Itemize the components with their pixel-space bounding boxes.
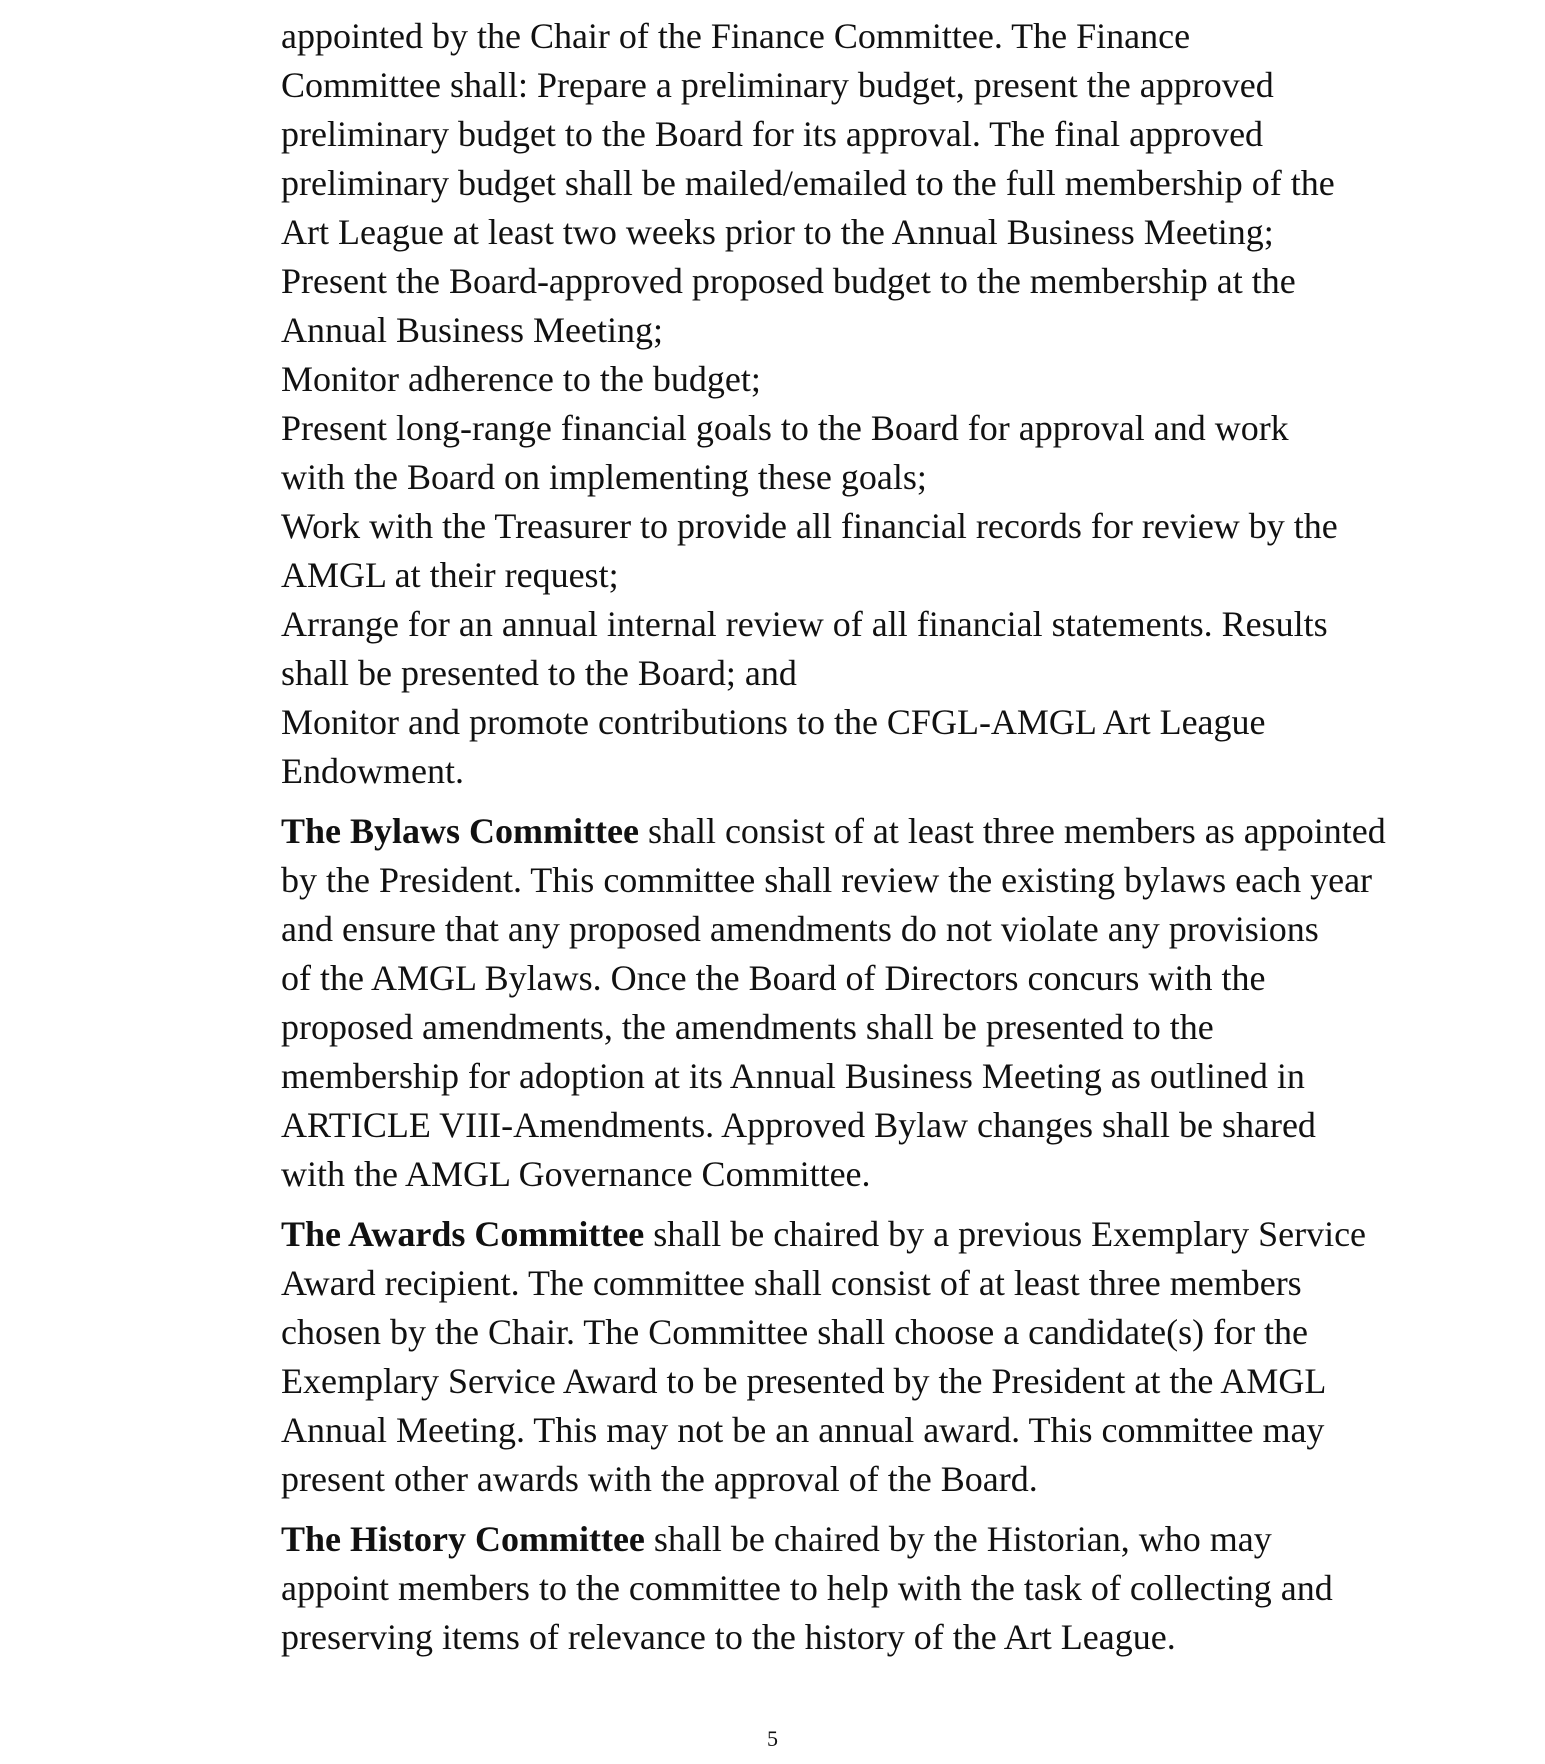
text-line: Present the Board-approved proposed budget to the membership at the — [281, 261, 1296, 301]
history-committee-heading: The History Committee — [281, 1519, 645, 1559]
history-committee-paragraph — [281, 1515, 1391, 1662]
text-line: proposed amendments, the amendments shall be presented to the — [281, 1007, 1214, 1047]
text-line: Exemplary Service Award to be presented by the President at the AMGL — [281, 1361, 1327, 1401]
bylaws-committee-heading: The Bylaws Committee — [281, 811, 639, 851]
text-line: present other awards with the approval of the Board. — [281, 1459, 1038, 1499]
text-line: by the President. This committee shall review the existing bylaws each year — [281, 860, 1373, 900]
text-line: membership for adoption at its Annual Business Meeting as outlined in — [281, 1056, 1305, 1096]
text-line: Committee shall: Prepare a preliminary budget, present the approved — [281, 65, 1274, 105]
text-line: Work with the Treasurer to provide all financial records for review by the — [281, 506, 1338, 546]
text-line: preliminary budget to the Board for its approval. The final approved — [281, 114, 1264, 154]
text-line: with the Board on implementing these goals; — [281, 457, 927, 497]
text-line: Art League at least two weeks prior to the Annual Business Meeting; — [281, 212, 1274, 252]
text-run: shall be chaired by the Historian, who may — [644, 1519, 1272, 1559]
awards-committee-paragraph — [281, 1210, 1391, 1504]
text-line: appointed by the Chair of the Finance Committee. The Finance — [281, 16, 1191, 56]
text-line: Annual Meeting. This may not be an annual award. This committee may — [281, 1410, 1325, 1450]
page-number: 5 — [767, 1726, 778, 1751]
text-line: Monitor and promote contributions to the CFGL-AMGL Art League — [281, 702, 1266, 742]
text-line: appoint members to the committee to help with the task of collecting and — [281, 1568, 1333, 1608]
text-line — [281, 1210, 1391, 1259]
bylaws-committee-paragraph — [281, 807, 1391, 1199]
text-run: shall consist of at least three members as appointed — [638, 811, 1386, 851]
finance-committee-duties — [281, 12, 1391, 796]
text-line: chosen by the Chair. The Committee shall choose a candidate(s) for the — [281, 1312, 1309, 1352]
awards-committee-heading: The Awards Committee — [281, 1214, 645, 1254]
text-line: preliminary budget shall be mailed/emailed to the full membership of the — [281, 163, 1335, 203]
page-content — [281, 12, 1391, 1662]
text-run: shall be chaired by a previous Exemplary Service — [644, 1214, 1367, 1254]
text-line — [281, 1515, 1391, 1564]
text-line: Monitor adherence to the budget; — [281, 359, 761, 399]
text-line: of the AMGL Bylaws. Once the Board of Directors concurs with the — [281, 958, 1266, 998]
text-line: preserving items of relevance to the history of the Art League. — [281, 1617, 1176, 1657]
text-line: Present long-range financial goals to the Board for approval and work — [281, 408, 1289, 448]
text-line — [281, 807, 1391, 856]
text-line: Arrange for an annual internal review of all financial statements. Results — [281, 604, 1328, 644]
text-line: and ensure that any proposed amendments do not violate any provisions — [281, 909, 1319, 949]
text-line: Annual Business Meeting; — [281, 310, 663, 350]
text-line: ARTICLE VIII-Amendments. Approved Bylaw changes shall be shared — [281, 1105, 1316, 1145]
text-line: with the AMGL Governance Committee. — [281, 1154, 871, 1194]
text-line: Award recipient. The committee shall consist of at least three members — [281, 1263, 1302, 1303]
text-line: Endowment. — [281, 751, 464, 791]
text-line: AMGL at their request; — [281, 555, 619, 595]
text-line: shall be presented to the Board; and — [281, 653, 797, 693]
